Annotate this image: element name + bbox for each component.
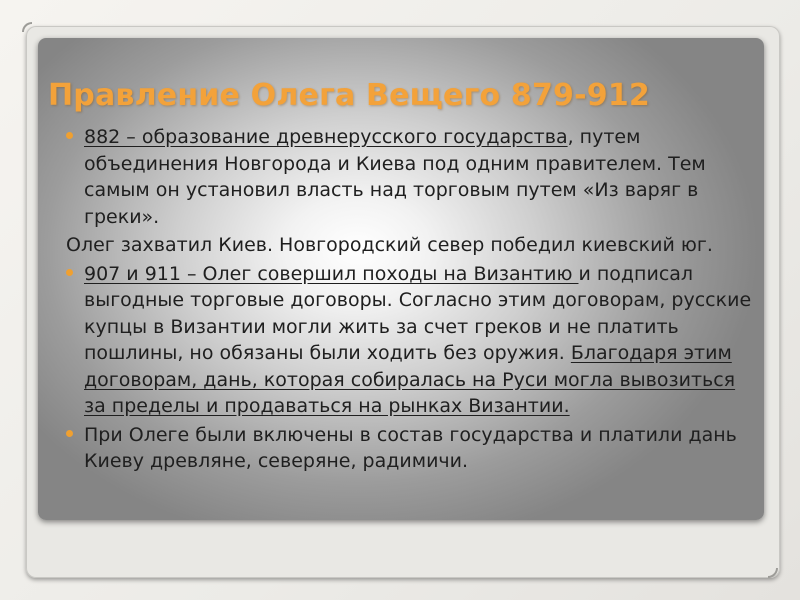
paragraph-3-underlined-1: 907 и 911 – Олег совершил походы на Византию [84, 262, 579, 285]
bullet-icon [66, 132, 73, 139]
paragraph-2-text: Олег захватил Киев. Новгородский север победил киевский юг. [66, 234, 713, 256]
paragraph-1-text: , путем объединения Новгорода и Киева под одним правителем. Тем самым он установил власть над торговым путем «Из варяг в греки». [84, 126, 706, 228]
bullet-paragraph-3 [66, 261, 760, 420]
bullet-paragraph-4 [66, 422, 760, 475]
paragraph-3-text: и подписал выгодные торговые договоры. Согласно этим договорам, русские купцы в Византии могли жить за счет греков и не платить пошлины, но обязаны были ходить без оружия. [84, 262, 752, 364]
paragraph-1-underlined: 882 – образование древнерусского государства [84, 126, 568, 148]
paragraph-2 [66, 232, 760, 259]
bullet-icon [66, 269, 73, 276]
bullet-icon [66, 430, 73, 437]
bullet-paragraph-1 [66, 124, 760, 230]
paragraph-3-underlined-2: Благодаря этим договорам, дань, которая собиралась на Руси могла вывозиться за пределы и продаваться на рынках Византии. [84, 342, 736, 417]
slide-title: Правление Олега Вещего 879-912 [48, 78, 651, 113]
slide-content [66, 124, 760, 477]
paragraph-4-text: При Олеге были включены в состав государства и платили дань Киеву древляне, северяне, радимичи. [84, 423, 737, 472]
